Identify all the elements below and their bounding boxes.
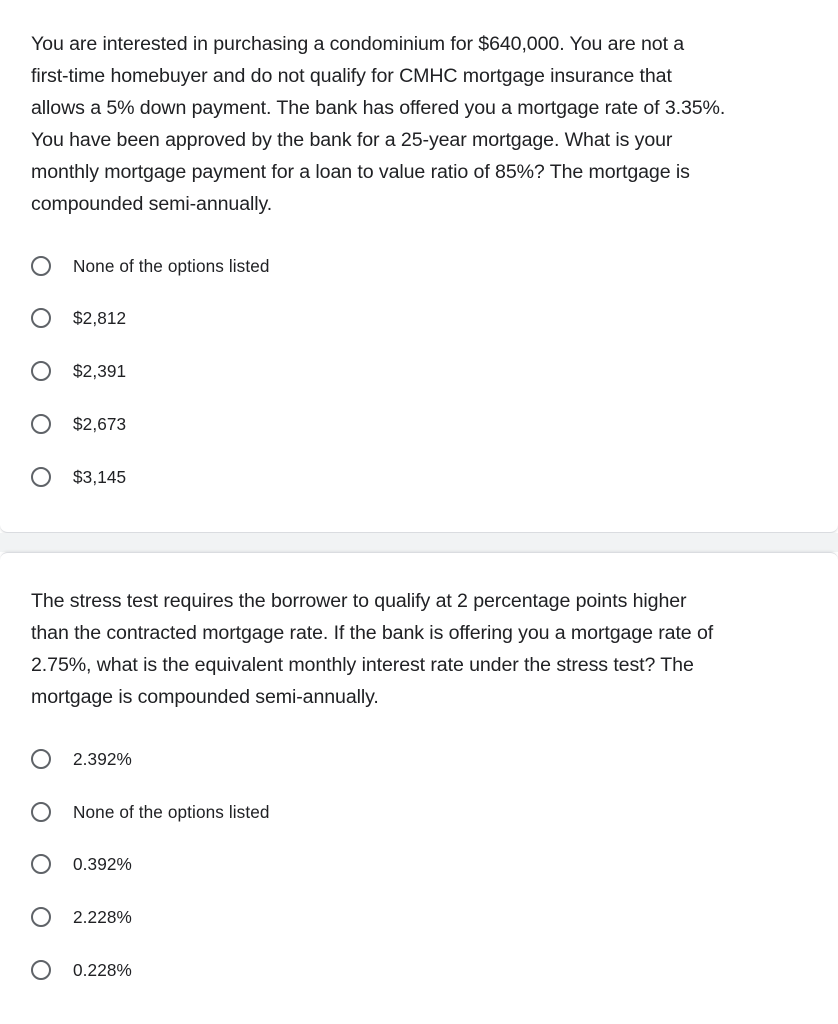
radio-button-icon[interactable] <box>31 361 51 381</box>
q2-option-0392[interactable] <box>31 849 132 879</box>
question-2-text: The stress test requires the borrower to qualify at 2 percentage points higher than the contracted mortgage rate. If the bank is offering you a mortgage rate of 2.75%, what is the equivalent monthly interest rate under the stress test? The mortgage is compounded semi-annually. <box>31 590 714 708</box>
radio-button-icon[interactable] <box>31 854 51 874</box>
option-label: 2.392% <box>73 748 132 769</box>
q1-option-none[interactable] <box>31 251 270 281</box>
option-label: 2.228% <box>73 906 132 927</box>
radio-button-icon[interactable] <box>31 907 51 927</box>
option-label: $2,673 <box>73 413 127 434</box>
q2-option-0228[interactable] <box>31 955 132 985</box>
option-label: 0.392% <box>73 853 132 874</box>
q2-option-none[interactable] <box>31 797 270 827</box>
option-label: $3,145 <box>73 466 127 487</box>
option-label: $2,812 <box>73 307 127 328</box>
q2-option-2228[interactable] <box>31 902 132 932</box>
radio-button-icon[interactable] <box>31 749 51 769</box>
radio-button-icon[interactable] <box>31 308 51 328</box>
option-label: $2,391 <box>73 360 127 381</box>
option-label: None of the options listed <box>73 255 270 276</box>
option-label: 0.228% <box>73 959 132 980</box>
q1-option-2673[interactable] <box>31 409 126 439</box>
q1-option-2391[interactable] <box>31 356 126 386</box>
q1-option-3145[interactable] <box>31 462 126 492</box>
card-separator <box>0 533 838 552</box>
radio-button-icon[interactable] <box>31 256 51 276</box>
radio-button-icon[interactable] <box>31 802 51 822</box>
q1-option-2812[interactable] <box>31 303 126 333</box>
radio-button-icon[interactable] <box>31 467 51 487</box>
radio-button-icon[interactable] <box>31 960 51 980</box>
radio-button-icon[interactable] <box>31 414 51 434</box>
option-label: None of the options listed <box>73 801 270 822</box>
question-1-text: You are interested in purchasing a condominium for $640,000. You are not a first-time homebuyer and do not qualify for CMHC mortgage insurance that allows a 5% down payment. The bank has offered you a mortgage rate of 3.35%. You have been approved by the bank for a 25-year mortgage. What is your monthly mortgage payment for a loan to value ratio of 85%? The mortgage is compounded semi-annually. <box>31 33 726 215</box>
q2-option-2392[interactable] <box>31 744 132 774</box>
